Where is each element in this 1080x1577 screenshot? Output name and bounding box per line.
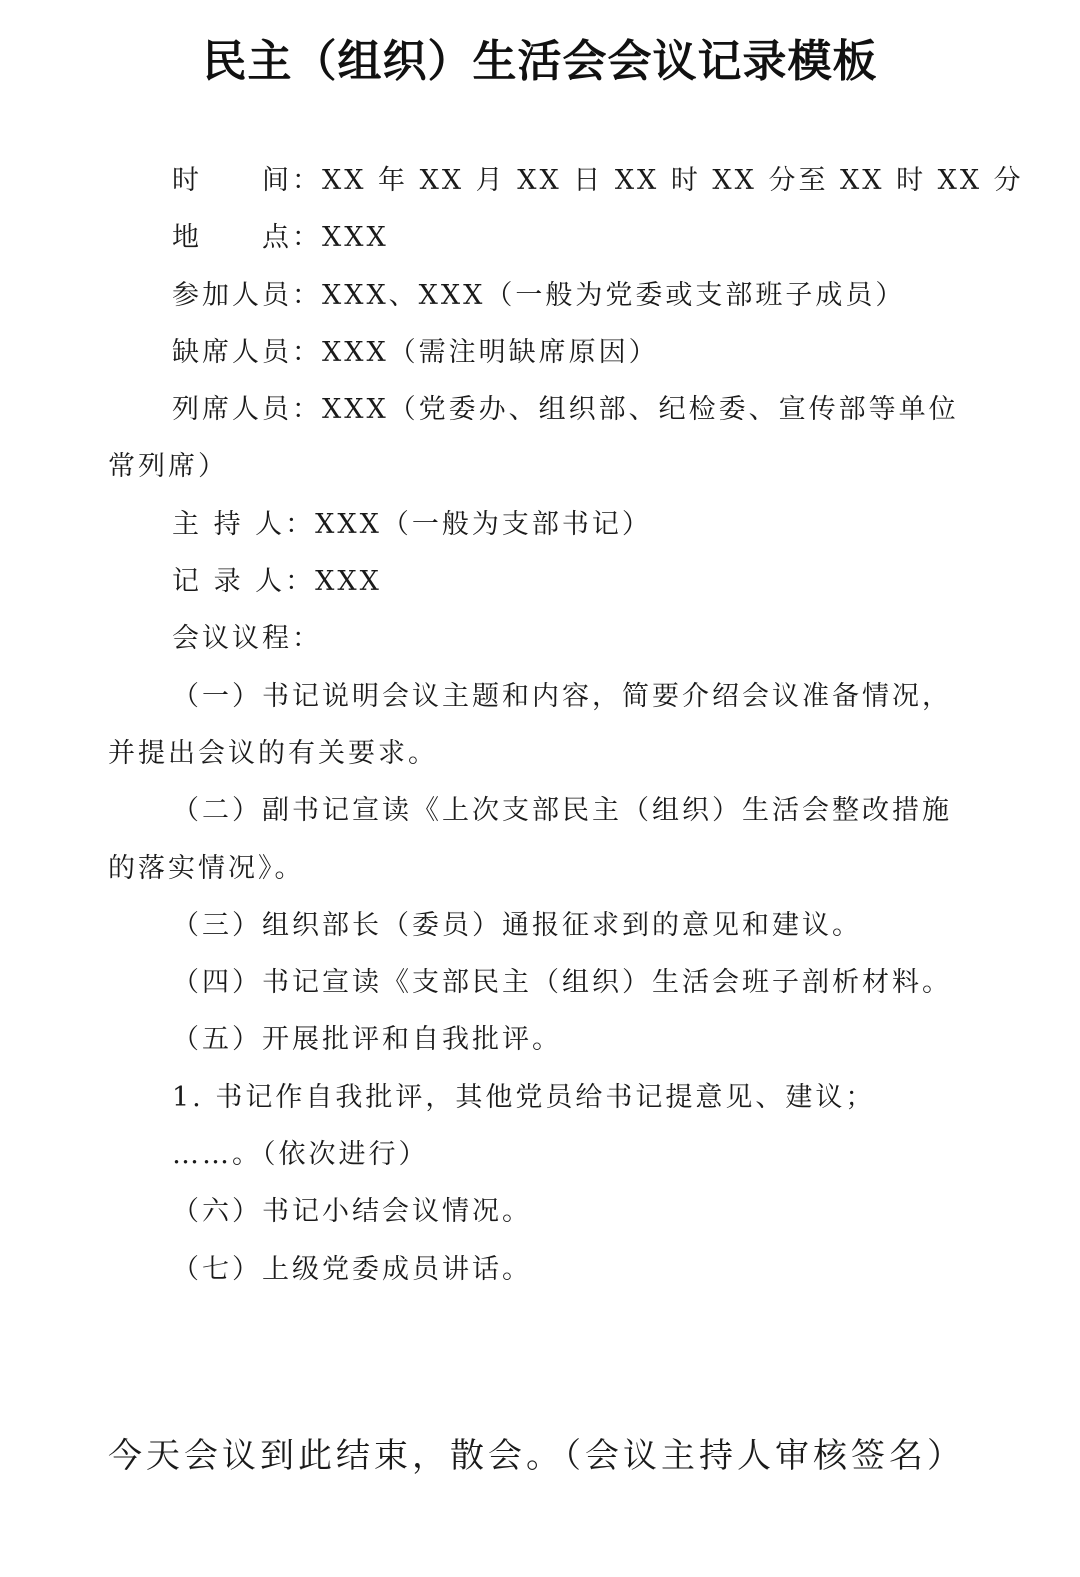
time-row [108,152,1024,209]
agenda-item-5-sub-1: 1. 书记作自我批评，其他党员给书记提意见、建议； [172,1081,876,1113]
agenda-item-1-line-1: （一）书记说明会议主题和内容，简要介绍会议准备情况， [172,680,952,712]
agenda-item-2-line-1: （二）副书记宣读《上次支部民主（组织）生活会整改措施 [172,795,952,827]
host-row [108,496,984,553]
recorder-row [108,553,984,610]
document-title: 民主（组织）生活会会议记录模板 [202,36,878,87]
host-value: XXX（一般为支部书记） [315,508,652,540]
agenda-item-5: （五）开展批评和自我批评。 [172,1024,562,1056]
observers-label: 列席人员： [172,394,322,426]
agenda-item-6: （六）书记小结会议情况。 [172,1196,532,1228]
agenda-item-3: （三）组织部长（委员）通报征求到的意见和建议。 [172,909,862,941]
recorder-value: XXX [315,566,382,598]
attendees-value: XXX、XXX（一般为党委或支部班子成员） [322,279,906,311]
time-value: XX 年 XX 月 XX 日 XX 时 XX 分至 XX 时 XX 分 [322,165,1024,196]
agenda-item-5-sub-2: ……。（依次进行） [172,1139,429,1171]
time-label: 时 间： [172,165,322,196]
place-label: 地 点： [172,222,322,254]
agenda-item-4: （四）书记宣读《支部民主（组织）生活会班子剖析材料。 [172,967,952,999]
observers-value-line2: 常列席） [108,451,228,483]
agenda-item-2-line-2: 的落实情况》。 [108,852,305,884]
observers-row-continued [108,438,984,495]
agenda-item-1-line-2: 并提出会议的有关要求。 [108,737,438,769]
agenda-heading: 会议议程： [172,623,322,655]
absent-value: XXX（需注明缺席原因） [322,336,659,368]
place-value: XXX [322,222,389,254]
observers-row [108,381,984,438]
closing-statement: 今天会议到此结束，散会。（会议主持人审核签名） [108,1436,965,1476]
absent-label: 缺席人员： [172,336,322,368]
absent-row [108,324,984,381]
recorder-label: 记 录 人： [172,566,316,598]
document-body [108,152,1024,1298]
host-label: 主 持 人： [172,508,316,540]
observers-value-line1: XXX（党委办、组织部、纪检委、宣传部等单位 [322,394,959,426]
attendees-row [108,267,984,324]
attendees-label: 参加人员： [172,279,322,311]
place-row [108,209,984,266]
agenda-item-7: （七）上级党委成员讲话。 [172,1253,532,1285]
